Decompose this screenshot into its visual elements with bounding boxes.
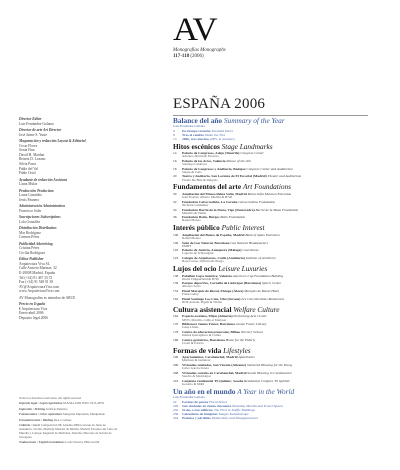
footnote-label: Encuadernación / Binding xyxy=(19,417,54,422)
entry-architects: Sancho & Madridejos xyxy=(182,375,211,379)
footnote-label: Cubierta / Cover xyxy=(19,423,41,428)
entry-title-es: Teatro y Auditorio, San Lorenzo de El Escorial (Madrid) xyxy=(182,174,267,179)
entry-architects: Rafael Moneo xyxy=(182,219,201,223)
page-number: 16 xyxy=(173,158,177,163)
entry-title-en: Performing Arts Center xyxy=(233,314,267,319)
entry-title-es: Premios y pérdidas xyxy=(182,416,211,421)
page-number: 170 xyxy=(173,322,179,327)
credit-group xyxy=(19,189,109,203)
footnote-label: Traducciones / English translations xyxy=(19,440,65,445)
entry-title-en: America's Cup Foundation Building xyxy=(232,273,284,278)
credit-role: Publicidad Advertising xyxy=(19,241,53,246)
entry-title-es: Parque deportivo, Cornellà de Llobregat (Barcelona) xyxy=(182,281,262,286)
credit-name: AV@ArquitecturaViva.com xyxy=(19,284,60,289)
entry-title-es: Seis ciudades en ciento cincuenta xyxy=(182,404,232,409)
entry-architects: EMBT xyxy=(182,244,192,248)
page-title: ESPAÑA 2006 xyxy=(173,96,266,112)
section-heading xyxy=(173,183,373,191)
toc-section xyxy=(173,117,373,141)
toc-section xyxy=(173,388,373,421)
section-title-en: Lifestyles xyxy=(223,345,251,355)
footnote-text: Lorna Weaver, Hilie Gurlitt xyxy=(65,440,100,445)
entry-title-en: Sports Center xyxy=(262,281,282,286)
section-title-en: Art Foundations xyxy=(242,182,291,192)
entry-title-en: Marqués de Riscal Hotel xyxy=(244,289,280,294)
credit-name: Fax (+34) 91 548 01 39 xyxy=(19,280,54,285)
section-heading xyxy=(173,224,373,232)
page-number: 244 xyxy=(173,416,179,421)
entry-title-es: Espacio escénico, Mijas (Almería) xyxy=(182,314,233,319)
credit-name: Laura González xyxy=(19,193,42,198)
credit-role: Ayudante de redacción Assistant xyxy=(19,177,67,182)
credit-name: Luis Fernández-Galiano xyxy=(19,121,54,126)
credit-name: Jesús Paunero xyxy=(19,197,40,202)
page-number: 226 xyxy=(173,404,179,409)
section-heading xyxy=(173,347,373,355)
entry-title-es: Fundación Caixa Galicia, La Coruña xyxy=(182,199,238,204)
credit-group xyxy=(19,257,109,294)
entry-title-es: Formas de poesía xyxy=(182,400,209,405)
credit-name: Mar Rodríguez xyxy=(19,230,41,235)
entry-title-en: Home for the Elderly xyxy=(225,337,256,342)
entry-title xyxy=(182,241,268,245)
entry-title-en: Social Housing in Carabanchel xyxy=(247,371,292,376)
page-number: 34 xyxy=(173,207,177,212)
entry-title-en: Botín Foundation xyxy=(220,215,246,220)
entry-title-en: Fiscal Issues xyxy=(208,400,228,405)
footnote-label: Fotomecánica / Color separations xyxy=(19,412,63,417)
credit-group xyxy=(19,226,109,240)
footnote xyxy=(19,397,119,401)
section-title-en: Leisure Luxuries xyxy=(218,264,268,274)
entry-title-es: Hotel Santiago Los Colo, Olot (Girona) xyxy=(182,297,241,302)
credit-role: Director Editor xyxy=(19,117,42,121)
page-number: 139 xyxy=(173,281,179,286)
credit-name: AV Monografías es miembro de ARCE xyxy=(19,295,76,300)
entry-title-es: Viviendas tuteladas, San Vicente (Alicante) xyxy=(182,363,247,368)
entry-title-en: Les Cols Pavilions Restaurant xyxy=(241,297,284,302)
entry-title-es: Palacio de Justicia, Antequera (Málaga) xyxy=(182,248,242,253)
issue-line xyxy=(173,54,233,60)
entry-architects: Mansilla & Tuñón xyxy=(182,211,207,215)
section-title-en: Summary of the Year xyxy=(223,116,285,125)
page-number: 100 xyxy=(173,232,179,237)
entry-title-es: Viviendas sociales en Carabanchel, Madrid xyxy=(182,371,247,376)
magazine-subtitle: Monografías Monographs xyxy=(173,48,226,53)
page-number: 14 xyxy=(173,150,177,155)
credit-name: Cecar Flores xyxy=(19,143,38,148)
credit-group xyxy=(19,128,109,137)
credit-name: € Arquitectura Viva xyxy=(19,306,48,311)
section-title-es: Cultura asistencial xyxy=(173,305,232,315)
credit-name: David H. Mardan xyxy=(19,152,45,157)
entry-architects: Logroño & Schreurgam xyxy=(182,252,214,256)
footnote-text: Margarita Impresión, Manipulado xyxy=(63,412,105,417)
entry-title-es: Conjunto residencial 'El Quiñón', Seseña xyxy=(182,378,244,383)
credit-group xyxy=(19,139,109,176)
page-number: 200 xyxy=(173,363,179,368)
credit-name: Arquitectura Viva SL xyxy=(19,261,50,266)
entry-title-en: Reina Sofía Museum Extension xyxy=(247,191,292,196)
footnote-label: Impresión / Printing xyxy=(19,406,46,411)
entry-title-es: Tras el cambio xyxy=(182,133,204,138)
toc-section xyxy=(173,306,373,346)
entry-title-es: 2006, tras muchos xyxy=(182,137,209,142)
entry-title-en: Caixa Galicia Foundation xyxy=(238,199,276,204)
credit-role: Suscripciones Subscriptions xyxy=(19,215,61,220)
footnote-text: Todos los derechos reservados. All rights reserved xyxy=(19,396,82,400)
credit-name: Carmen Pérez xyxy=(19,235,40,240)
footnote xyxy=(19,413,119,417)
entry-title-es: Palacio de Congresos, Adeje (Tenerife) xyxy=(182,150,240,155)
credit-name: Sonia Fina xyxy=(19,148,35,153)
entry-title-es: Si dos o tres edificios xyxy=(182,408,214,413)
section-author: Luis Fernández-Galiano xyxy=(173,395,205,400)
credit-group xyxy=(19,302,109,320)
table-of-contents xyxy=(173,117,373,421)
footnote-text: Ra-Lo Gómez xyxy=(53,417,72,422)
credits-column xyxy=(19,117,109,322)
credit-name: Pablo del Val xyxy=(19,166,39,171)
entry-title-es: Hotel Marqués de Riscal, Elciego (Álava) xyxy=(182,289,244,294)
page-number: 152 xyxy=(173,289,179,294)
toc-section xyxy=(173,347,373,387)
page-number: 18 xyxy=(173,166,177,171)
credit-name: Enero-abril 2006 xyxy=(19,311,44,316)
entry-architects: Arbeiter, Martín & Potrecio xyxy=(182,155,219,158)
entry-architects: Santiago Calatrava xyxy=(182,162,207,166)
credit-name: Silvia Parra xyxy=(19,161,36,166)
entry-architects: Bosé Larrea, Oliveira & Ortega xyxy=(182,260,224,264)
credit-group xyxy=(19,117,109,126)
page-number: 22 xyxy=(173,400,177,405)
entry-title-es: Ampliación del Museo Reina Sofía, Madrid xyxy=(182,191,247,196)
credit-name: Calle Aniceto Marinas, 32 xyxy=(19,266,57,271)
section-title-es: Formas de vida xyxy=(173,345,222,355)
credit-name: Laura Mulas xyxy=(19,182,38,187)
section-title-en: A Year in the World xyxy=(237,386,295,396)
entry-title-es: Sede de Gas Natural, Barcelona xyxy=(182,240,230,245)
credit-group xyxy=(19,242,109,256)
entry-architects: MVN, Marcilio, Gilis et Marisset xyxy=(182,318,227,322)
entry-architects: Selgas & Cano xyxy=(182,170,202,174)
page-number: 162 xyxy=(173,297,179,302)
entry-title-es: Ampliación del Banco de España, Madrid xyxy=(182,232,245,237)
entry-architects: RCR Aranda, Pigem & Vilalta xyxy=(182,301,222,305)
credit-name: Tel (+34) 91 467 33 72 xyxy=(19,275,53,280)
credit-role: Producción Production xyxy=(19,188,54,193)
entry-title-en: Residential Complex 'El Quiñón' xyxy=(244,378,291,383)
entry-title-es: Biblioteca Jaume Fuster, Barcelona xyxy=(182,322,235,327)
magazine-logo: AV xyxy=(173,12,217,48)
page-number: 186 xyxy=(173,337,179,342)
entry-architects: Clotet & Paricio xyxy=(182,342,204,346)
entry-title-en: Apartments xyxy=(238,355,255,360)
entry-architects: Jean Nouvel, Alberto Medina & B720 xyxy=(182,195,233,199)
page-number: 32 xyxy=(173,199,177,204)
page-number: 208 xyxy=(173,371,179,376)
entry-title-es: Calendario de imágenes xyxy=(182,412,218,417)
page-number: 138 xyxy=(173,273,179,278)
footnote-text: M-8.944-1984 ISSN: 0213-487X xyxy=(63,401,105,406)
credit-name: Francisco Soler xyxy=(19,208,42,213)
entry-title-en: Gas Natural Headquarters xyxy=(230,240,269,245)
section-title-en: Welfare Culture xyxy=(233,305,280,315)
page-number: 162 xyxy=(173,314,179,319)
entry-architects: Alfonso Soria xyxy=(182,285,201,289)
credit-group xyxy=(19,296,109,301)
page-number: 4 xyxy=(173,129,175,134)
entry-architects: Javier García-Solera xyxy=(182,367,210,371)
entry-architects: David Chipperfield & B720 xyxy=(182,277,219,281)
entry-title xyxy=(182,416,258,420)
credit-name: Cecilia Rodríguez xyxy=(19,250,46,255)
credit-name: Lola González xyxy=(19,219,41,224)
page-number: 36 xyxy=(173,215,177,220)
footnote xyxy=(19,408,119,412)
credit-role: Director de arte Art Director xyxy=(19,127,62,132)
entry-architects: Josep Llinàs xyxy=(182,326,199,330)
entry-title-es: Fundación Barrié de la Maza, Vigo (Pontevedra) xyxy=(182,207,255,212)
entry-title-es: Centro geriátrico, Barcelona xyxy=(182,337,225,342)
entry-title-en: Yesterday Months and Travel Spaces xyxy=(232,404,284,409)
entry-title-en: Distinctions and Disappearances xyxy=(211,416,259,421)
entry-title-en: Barrié de la Maza Foundation xyxy=(255,207,299,212)
footnote xyxy=(19,402,119,406)
toc-section xyxy=(173,143,373,183)
entry-title-es: Palacio de Congresos y Auditorio, Badajoz xyxy=(182,166,246,171)
entry-architects: Imanol Iparraguirre & Calder xyxy=(182,334,221,338)
entry-title-en: Palace of the Arts xyxy=(226,158,252,163)
entry-title-en: Congress Center xyxy=(240,150,264,155)
entry-title-en: Troubled Times xyxy=(211,129,233,134)
entry-title-es: Centro de educación preescolar, Bilbao xyxy=(182,330,241,335)
entry-title-en: Courthouse xyxy=(242,248,259,253)
page-number: 178 xyxy=(173,330,179,335)
credit-name: Deposito legal 2006 xyxy=(19,315,48,320)
section-author: Luis Fernández-Galiano xyxy=(173,124,205,129)
section-heading xyxy=(173,265,373,273)
entry-architects: Gerardo & Máfil xyxy=(182,382,205,386)
entry-title-en: Bank of Spain Extension xyxy=(245,232,280,237)
entry-architects: Nicholas Grimshaw xyxy=(182,203,209,207)
footnote xyxy=(19,419,119,423)
entry-architects: Rafael Moneo xyxy=(182,236,201,240)
entry-title-es: Pabellón Copa América, Valencia xyxy=(182,273,232,278)
footnote xyxy=(19,424,119,440)
entry-title-en: Jaume Fuster Library xyxy=(235,322,267,327)
footnote-text: Gráficas Palermo xyxy=(45,406,68,411)
section-title-en: Public Interest xyxy=(221,223,265,233)
credit-group xyxy=(19,178,109,187)
credit-role: Editor Publisher xyxy=(19,257,44,262)
credit-name: Beatriz D. Lozano xyxy=(19,157,46,162)
section-title-es: Fundamentos del arte xyxy=(173,182,242,192)
toc-section xyxy=(173,265,373,305)
entry-title-es: Colegio de Arquitectos, Cádiz (Andalucía) xyxy=(182,256,245,261)
section-title-es: Interés público xyxy=(173,223,220,233)
page-number: 236 xyxy=(173,412,179,417)
entry-title-es: En tiempo revuelto xyxy=(182,129,211,134)
entry-title-es: Palacio de las Artes, Valencia xyxy=(182,158,226,163)
page-number: 20 xyxy=(173,174,177,179)
entry-title-es: Fundación Botín, Burgos xyxy=(182,215,220,220)
toc-section xyxy=(173,224,373,264)
credit-name: www.ArquitecturaViva.com xyxy=(19,289,60,294)
toc-entry[interactable] xyxy=(173,416,373,420)
credit-name: Cristina Pérez xyxy=(19,246,40,251)
footnote-text: Composición 08, Ariadna 2006 (cortesía de Junta de Andalucía, Sevilla, Madrid); Mirador de Mérida, Madrid; Escalera del Cubo de Muralla y Consejo Regional de Medicina, Tenerife; Mercado de Sobrón de Tarragona xyxy=(19,423,118,439)
imprint-footnotes xyxy=(19,397,119,447)
section-heading xyxy=(173,143,373,151)
page-number: 232 xyxy=(173,408,179,413)
credit-role: Precio en España xyxy=(19,302,46,307)
credit-name: Pablo Oriol xyxy=(19,171,36,176)
page-number: 216 xyxy=(173,378,179,383)
credit-name: José Jaime S. Yuste xyxy=(19,132,48,137)
page-number: 196 xyxy=(173,355,179,360)
entry-title-en: Nursery School xyxy=(241,330,263,335)
credit-group xyxy=(19,204,109,213)
page-number: 116 xyxy=(173,248,179,253)
footnote-label: Depósito legal / Legal registration xyxy=(19,401,63,406)
masthead xyxy=(173,14,233,60)
issue-year: (2006) xyxy=(190,54,204,59)
credit-role: Administración Administration xyxy=(19,204,66,209)
page-number: 106 xyxy=(173,240,179,245)
entry-architects: Frank Gehry xyxy=(182,293,199,297)
section-title-es: Hitos escénicos xyxy=(173,141,220,151)
entry-title-en: Theater and Auditorium xyxy=(267,174,302,179)
entry-title-en: 2005, in summary xyxy=(209,137,235,142)
issue-number: 117-118 xyxy=(173,54,190,59)
entry-architects: Martínez & Gutiérrez xyxy=(182,359,211,363)
entry-title-en: Images Kaleidoscope xyxy=(218,412,249,417)
entry-title-en: The First in Traffic Buildings xyxy=(213,408,255,413)
section-heading xyxy=(173,306,373,314)
entry-architects: Picado De Blas & Delgado xyxy=(182,178,218,182)
page-number: 122 xyxy=(173,256,179,261)
credit-group xyxy=(19,215,109,224)
entry-title-es: Apartamentos, Carabanchel, Madrid xyxy=(182,355,238,360)
entry-title-en: Institute of Architects xyxy=(245,256,276,261)
credit-role: Maquetación y redacción Layout & Editorial xyxy=(19,138,86,143)
section-title-es: Lujos del ocio xyxy=(173,264,217,274)
credit-name: E-28008 Madrid, España xyxy=(19,270,56,275)
footnote xyxy=(19,441,119,445)
entry-title-en: Congress Center and Auditorium xyxy=(246,166,293,171)
credit-role: Distribución Distribution xyxy=(19,226,57,231)
page-number: 30 xyxy=(173,191,177,196)
section-title-en: Stage Landmarks xyxy=(221,141,273,151)
entry-title-en: Shake the Tree xyxy=(204,133,226,138)
section-title-es: Balance del año xyxy=(173,116,223,125)
section-title-es: Un año en el mundo xyxy=(173,386,236,396)
entry-title-en: Sheltered Housing for the Young xyxy=(247,363,293,368)
page-number: 8 xyxy=(173,133,175,138)
toc-section xyxy=(173,183,373,223)
page-number: 13 xyxy=(173,137,177,142)
